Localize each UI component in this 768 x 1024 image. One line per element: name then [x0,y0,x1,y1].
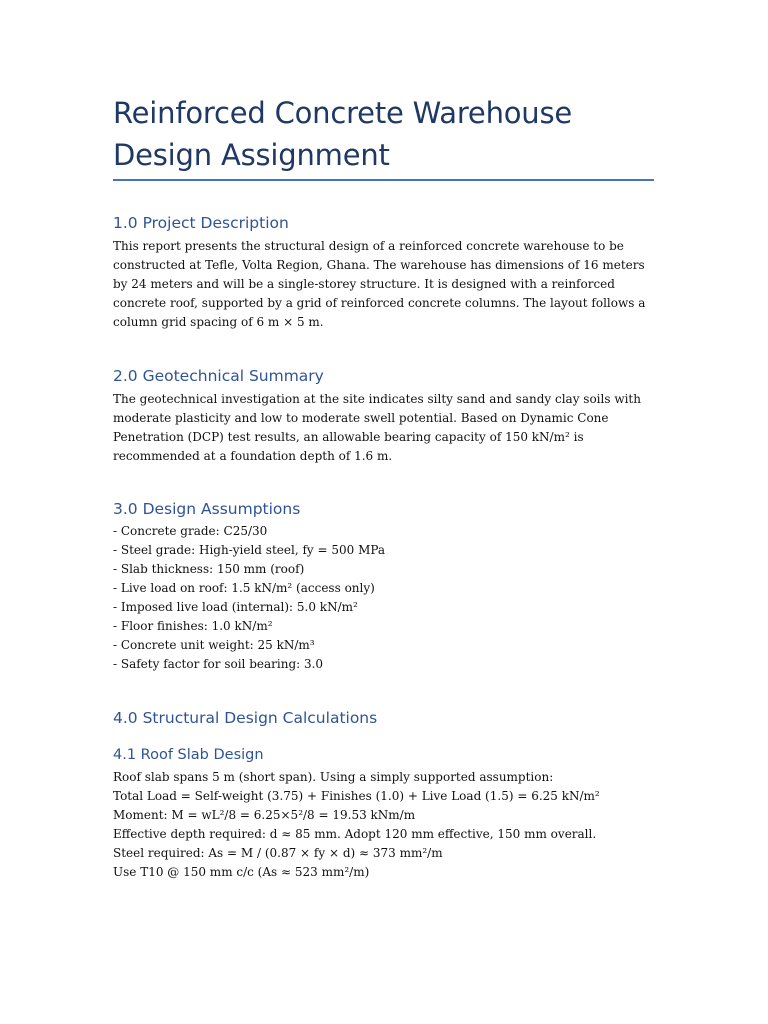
list-item: - Live load on roof: 1.5 kN/m² (access only) [113,581,375,595]
heading-project-description: 1.0 Project Description [113,214,289,232]
list-item: - Slab thickness: 150 mm (roof) [113,562,305,576]
calculation-line: Total Load = Self-weight (3.75) + Finishes (1.0) + Live Load (1.5) = 6.25 kN/m² [113,789,600,803]
heading-design-assumptions: 3.0 Design Assumptions [113,500,301,518]
calculation-line: Moment: M = wL²/8 = 6.25×5²/8 = 19.53 kNm/m [113,808,416,822]
title-underline [113,179,654,181]
heading-roof-slab-design: 4.1 Roof Slab Design [113,747,264,763]
heading-geotechnical-summary: 2.0 Geotechnical Summary [113,367,324,385]
document-title: Reinforced Concrete Warehouse Design Assignment [113,96,573,172]
list-item: - Floor finishes: 1.0 kN/m² [113,619,273,633]
list-item: - Imposed live load (internal): 5.0 kN/m² [113,600,358,614]
paragraph-geotechnical-summary: The geotechnical investigation at the site indicates silty sand and sandy clay soils with moderate plasticity and low to moderate swell potential. Based on Dynamic Cone Penetration (DCP) test results, an allowable bearing capacity of 150 kN/m² is recommended at a foundation depth of 1.6 m. [113,392,641,463]
calculation-line: Effective depth required: d ≈ 85 mm. Adopt 120 mm effective, 150 mm overall. [113,827,597,841]
list-item: - Concrete grade: C25/30 [113,524,268,538]
list-item: - Concrete unit weight: 25 kN/m³ [113,638,315,652]
calculation-line: Steel required: As = M / (0.87 × fy × d) ≈ 373 mm²/m [113,846,443,860]
calculation-line: Roof slab spans 5 m (short span). Using a simply supported assumption: [113,770,554,784]
paragraph-project-description: This report presents the structural design of a reinforced concrete warehouse to be constructed at Tefle, Volta Region, Ghana. The warehouse has dimensions of 16 meters by 24 meters and will be a single-storey structure. It is designed with a reinforced concrete roof, supported by a grid of reinforced concrete columns. The layout follows a column grid spacing of 6 m × 5 m. [113,239,646,329]
list-item: - Safety factor for soil bearing: 3.0 [113,657,324,671]
roof-slab-calculation-lines [113,768,600,882]
list-item: - Steel grade: High-yield steel, fy = 500 MPa [113,543,386,557]
heading-structural-design-calculations: 4.0 Structural Design Calculations [113,709,378,727]
calculation-line: Use T10 @ 150 mm c/c (As ≈ 523 mm²/m) [113,865,370,879]
assumptions-list [113,522,385,674]
